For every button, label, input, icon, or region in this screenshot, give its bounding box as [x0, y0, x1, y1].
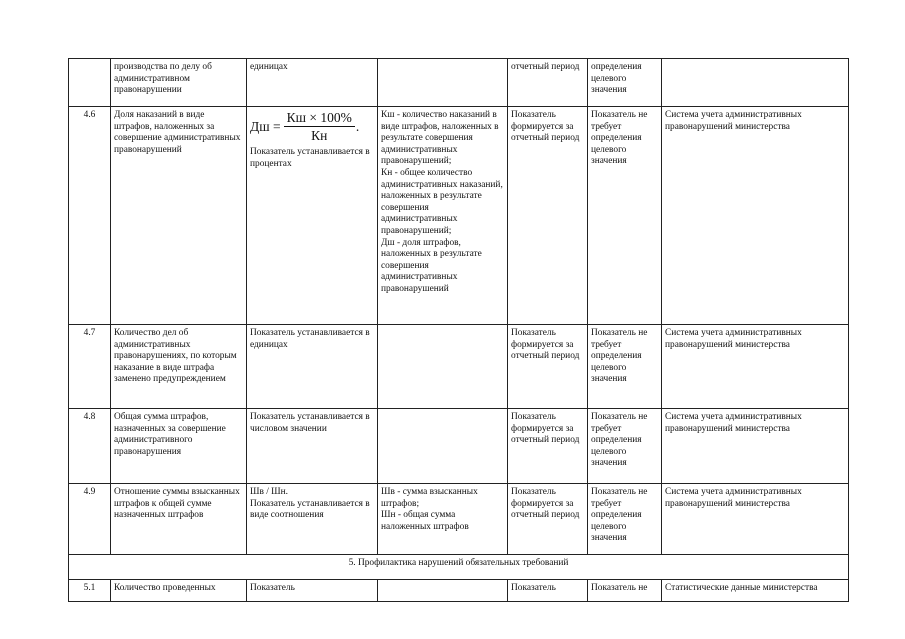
- indicator-target: Показатель не требует определения целевого значения: [588, 409, 662, 484]
- indicator-variables: [378, 484, 508, 555]
- indicator-timing: Показатель: [508, 580, 588, 602]
- indicator-target: Показатель не: [588, 580, 662, 602]
- variable-definition: Шн - общая сумма наложенных штрафов: [381, 510, 469, 532]
- indicator-source: [662, 59, 849, 107]
- indicator-source: Система учета административных правонарушений министерства: [662, 325, 849, 409]
- indicator-formula: единицах: [247, 59, 378, 107]
- indicator-name: Общая сумма штрафов, назначенных за совершение административного правонарушения: [111, 409, 247, 484]
- table-row: [69, 580, 849, 602]
- row-number: [69, 59, 111, 107]
- indicator-name: Отношение суммы взысканных штрафов к общей сумме назначенных штрафов: [111, 484, 247, 555]
- indicator-variables: [378, 580, 508, 602]
- indicator-name: Количество проведенных: [111, 580, 247, 602]
- ratio-formula: Шв / Шн.: [250, 487, 288, 497]
- row-number: 4.8: [69, 409, 111, 484]
- indicator-timing: Показатель формируется за отчетный период: [508, 409, 588, 484]
- table-row: [69, 409, 849, 484]
- indicator-target: Показатель не требует определения целевого значения: [588, 107, 662, 325]
- indicator-name: Доля наказаний в виде штрафов, наложенных за совершение административных правонарушений: [111, 107, 247, 325]
- formula-denominator: Кн: [311, 128, 328, 143]
- formula-numerator: Кш × 100%: [284, 110, 355, 127]
- indicator-source: Статистические данные министерства: [662, 580, 849, 602]
- variable-definition: Кн - общее количество административных наказаний, наложенных в результате совершения административных правонарушений;: [381, 167, 503, 236]
- share-formula: [250, 110, 374, 143]
- indicator-formula: Показатель: [247, 580, 378, 602]
- row-number: 4.9: [69, 484, 111, 555]
- variable-definition: Дш - доля штрафов, наложенных в результате совершения административных правонарушений: [381, 237, 482, 294]
- table-row: [69, 484, 849, 555]
- variable-definition: Шв - сумма взысканных штрафов;: [381, 487, 478, 509]
- indicator-source: Система учета административных правонарушений министерства: [662, 484, 849, 555]
- section-header-row: [69, 555, 849, 580]
- indicator-source: Система учета административных правонарушений министерства: [662, 107, 849, 325]
- table-row: [69, 325, 849, 409]
- indicator-variables: [378, 325, 508, 409]
- indicator-variables: [378, 59, 508, 107]
- indicator-target: определения целевого значения: [588, 59, 662, 107]
- indicator-name: Количество дел об административных правонарушениях, по которым наказание в виде штрафа заменено предупреждением: [111, 325, 247, 409]
- table-row: [69, 107, 849, 325]
- indicator-variables: [378, 409, 508, 484]
- formula-note: Показатель устанавливается в виде соотношения: [250, 498, 370, 521]
- indicator-formula: [247, 107, 378, 325]
- formula-lhs: Дш =: [250, 119, 281, 134]
- row-number: 4.6: [69, 107, 111, 325]
- indicator-target: Показатель не требует определения целевого значения: [588, 325, 662, 409]
- formula-note: Показатель устанавливается в процентах: [250, 147, 370, 169]
- indicator-target: Показатель не требует определения целевого значения: [588, 484, 662, 555]
- section-title: 5. Профилактика нарушений обязательных требований: [69, 555, 849, 580]
- formula-fraction: [284, 110, 355, 143]
- variable-definition: Кш - количество наказаний в виде штрафов, наложенных в результате совершения административных правонарушений;: [381, 110, 499, 167]
- indicator-timing: Показатель формируется за отчетный период: [508, 107, 588, 325]
- indicator-formula: Показатель устанавливается в единицах: [247, 325, 378, 409]
- indicator-variables: [378, 107, 508, 325]
- row-number: 5.1: [69, 580, 111, 602]
- indicator-source: Система учета административных правонарушений министерства: [662, 409, 849, 484]
- table-row: [69, 59, 849, 107]
- indicator-formula: [247, 484, 378, 555]
- indicator-timing: отчетный период: [508, 59, 588, 107]
- indicator-timing: Показатель формируется за отчетный период: [508, 325, 588, 409]
- indicators-table: [68, 58, 849, 602]
- indicator-formula: Показатель устанавливается в числовом значении: [247, 409, 378, 484]
- row-number: 4.7: [69, 325, 111, 409]
- indicator-name: производства по делу об административном правонарушении: [111, 59, 247, 107]
- indicator-timing: Показатель формируется за отчетный период: [508, 484, 588, 555]
- formula-end: .: [355, 119, 360, 134]
